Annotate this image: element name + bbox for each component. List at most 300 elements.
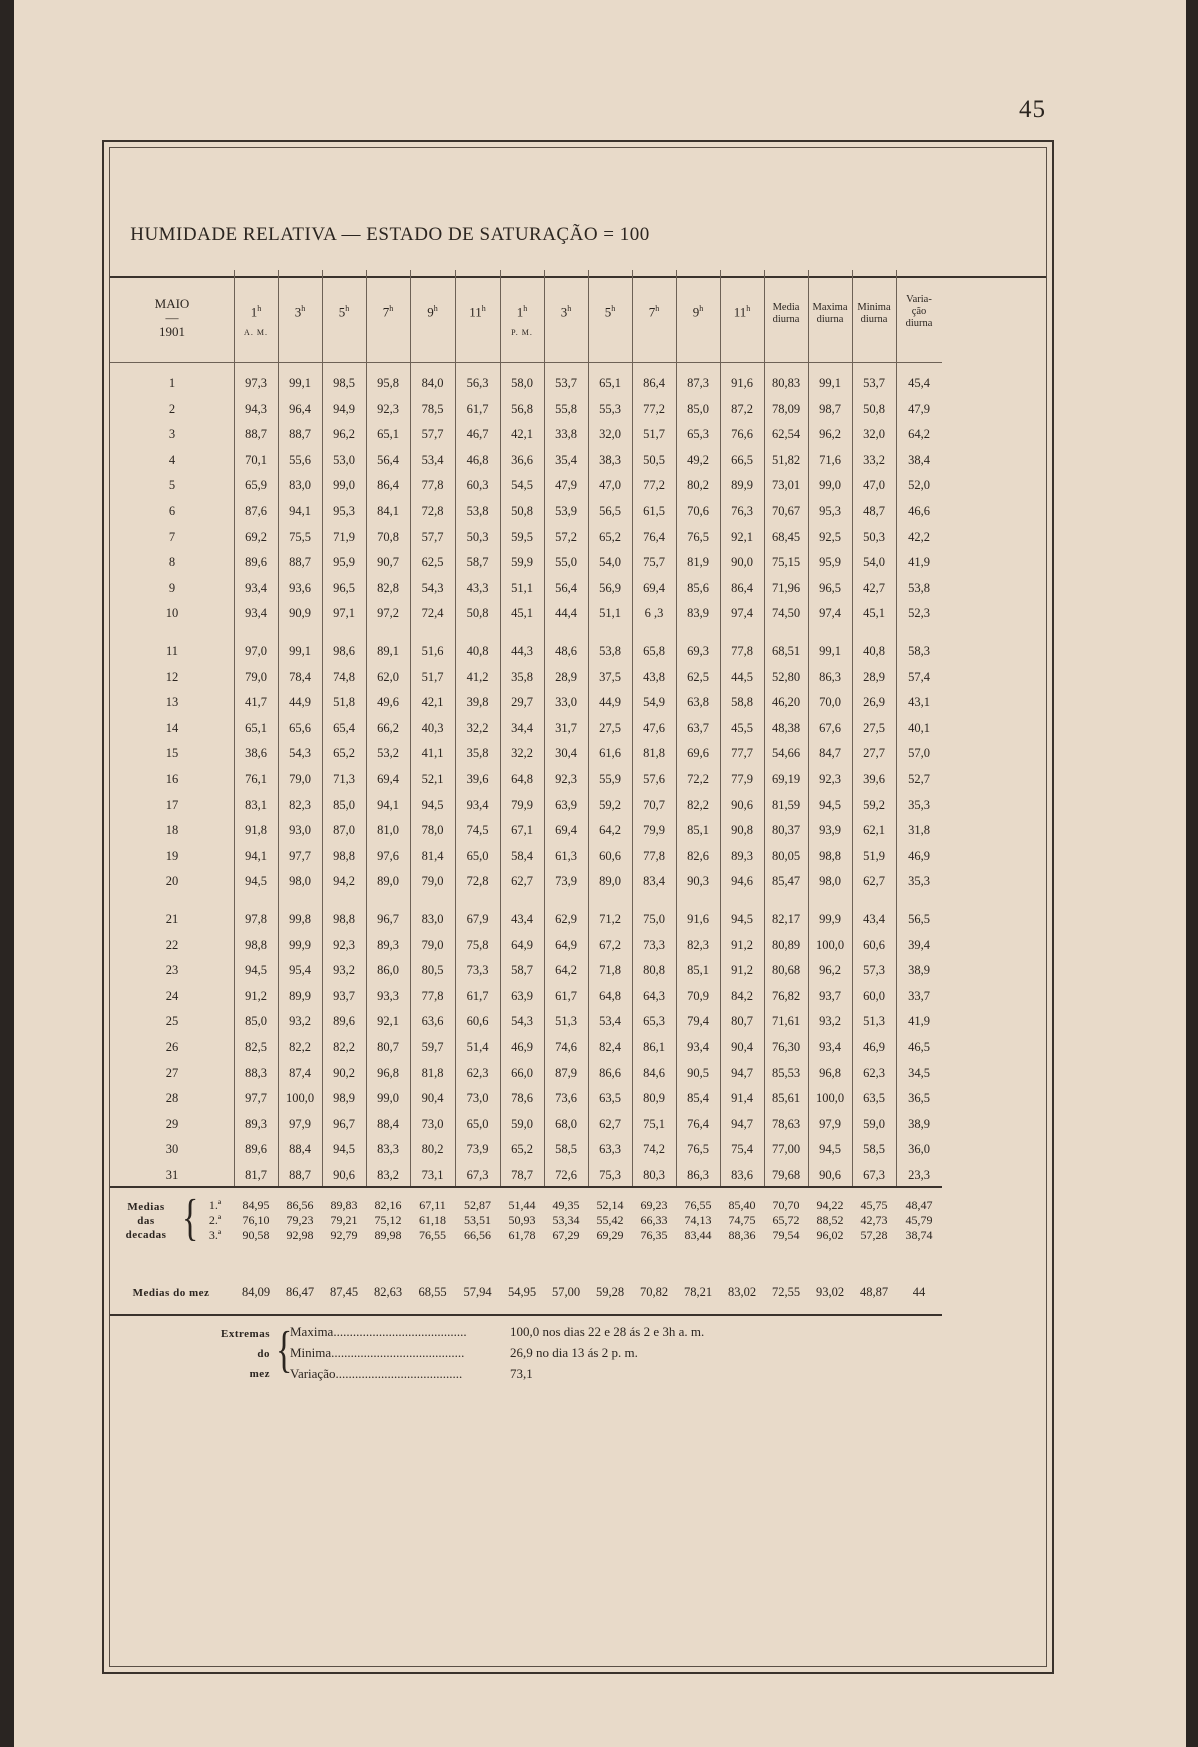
table-cell: 51,1 [511,581,533,595]
table-cell: 53,2 [377,746,399,760]
table-cell: 93,4 [245,581,267,595]
table-cell: 83,4 [643,874,665,888]
table-cell: 69,4 [555,823,577,837]
table-cell: 62,3 [863,1066,885,1080]
table-cell: 88,4 [289,1142,311,1156]
table-cell: 42,1 [421,695,444,709]
page-number: 45 [1019,96,1046,123]
table-cell: 98,0 [289,874,311,888]
maxima-header-line1: Maxima [812,302,848,313]
table-cell: 47,9 [908,402,930,416]
table-cell: 36,5 [908,1091,930,1105]
table-cell: 60,6 [466,1014,489,1028]
table-cell: 93,2 [819,1014,841,1028]
day-number: 3 [168,427,176,441]
table-cell: 69,3 [687,644,709,658]
month-mean-cell: 84,09 [241,1285,271,1299]
table-cell: 93,6 [289,581,311,595]
table-cell: 33,7 [908,989,930,1003]
table-cell: 96,8 [377,1066,399,1080]
day-number: 1 [168,376,176,390]
table-cell: 80,05 [771,849,801,863]
table-cell: 96,4 [289,402,311,416]
table-cell: 53,8 [908,581,930,595]
table-cell: 38,9 [908,963,930,977]
table-cell: 77,9 [731,772,753,786]
table-cell: 93,2 [333,963,355,977]
day-number: 5 [168,478,176,492]
table-cell: 55,9 [599,772,621,786]
hour-number: 3 [294,304,302,320]
decade-cell: 61,78 [508,1228,536,1242]
table-cell: 34,5 [908,1066,930,1080]
month-mean-cell: 59,28 [595,1285,625,1299]
table-cell: 31,8 [908,823,930,837]
table-cell: 27,5 [599,721,621,735]
table-cell: 87,6 [245,504,267,518]
table-cell: 23,3 [908,1168,930,1182]
table-cell: 64,2 [908,427,930,441]
table-cell: 93,4 [687,1040,709,1054]
table-cell: 54,3 [511,1014,533,1028]
table-cell: 78,4 [289,670,311,684]
table-cell: 80,8 [643,963,665,977]
table-cell: 45,1 [511,606,533,620]
table-cell: 89,6 [245,1142,267,1156]
table-cell: 85,61 [771,1091,801,1105]
table-cell: 65,0 [466,1117,489,1131]
day-number: 19 [165,849,179,863]
table-cell: 45,4 [908,376,930,390]
table-cell: 65,9 [245,478,267,492]
hour-suffix: h [345,304,350,313]
decade-cell: 83,44 [684,1228,712,1242]
table-cell: 94,6 [731,874,753,888]
month-mean-cell: 70,82 [639,1285,669,1299]
table-cell: 40,8 [466,644,489,658]
hour-header [588,304,632,320]
hour-header [720,304,764,320]
table-cell: 89,0 [377,874,399,888]
table-cell: 62,5 [421,555,444,569]
table-cell: 99,0 [333,478,355,492]
table-cell: 94,1 [245,849,267,863]
table-cell: 89,3 [377,938,399,952]
table-cell: 64,8 [599,989,621,1003]
table-cell: 90,8 [731,823,753,837]
table-cell: 63,8 [687,695,709,709]
table-cell: 85,47 [771,874,801,888]
table-cell: 62,3 [466,1066,489,1080]
table-cell: 90,6 [333,1168,355,1182]
hour-suffix: h [481,304,486,313]
table-cell: 99,0 [819,478,841,492]
table-cell: 95,9 [819,555,841,569]
decade-cell: 48,47 [905,1198,933,1212]
table-cell: 82,2 [333,1040,355,1054]
table-cell: 57,6 [643,772,665,786]
decades-label-1: Medias [127,1201,165,1213]
table-cell: 96,2 [819,963,841,977]
table-cell: 61,3 [555,849,577,863]
decade-cell: 82,16 [374,1198,402,1212]
table-cell: 85,0 [333,798,355,812]
table-cell: 81,7 [245,1168,267,1182]
table-cell: 46,9 [863,1040,885,1054]
table-cell: 58,8 [731,695,753,709]
decade-cell: 67,11 [419,1198,446,1212]
table-cell: 39,6 [863,772,885,786]
day-number: 13 [165,695,179,709]
decade-cell: 74,75 [728,1213,756,1227]
table-cell: 79,4 [687,1014,709,1028]
table-cell: 61,6 [599,746,621,760]
table-cell: 90,2 [333,1066,355,1080]
table-cell: 86,4 [731,581,753,595]
table-cell: 52,80 [771,670,801,684]
var-value: 73,1 [510,1366,533,1381]
table-cell: 40,3 [421,721,444,735]
header-month: MAIO [154,296,190,311]
table-cell: 88,3 [245,1066,267,1080]
table-cell: 30,4 [555,746,577,760]
table-cell: 97,3 [245,376,267,390]
hour-suffix: h [389,304,394,313]
hour-header [500,304,544,320]
table-cell: 62,1 [863,823,885,837]
table-cell: 100,0 [285,1091,315,1105]
table-cell: 64,2 [555,963,577,977]
table-cell: 36,6 [511,453,533,467]
month-mean-cell: 44 [912,1285,926,1299]
table-cell: 90,4 [421,1091,444,1105]
table-cell: 62,7 [599,1117,621,1131]
table-cell: 54,0 [863,555,885,569]
table-cell: 77,00 [771,1142,801,1156]
table-cell: 44,9 [599,695,621,709]
table-cell: 63,3 [599,1142,621,1156]
decade-cell: 88,52 [816,1213,844,1227]
table-cell: 57,0 [908,746,930,760]
table-cell: 65,2 [511,1142,533,1156]
table-cell: 68,45 [771,530,801,544]
table-cell: 71,96 [771,581,801,595]
table-cell: 99,9 [289,938,311,952]
decade-cell: 86,56 [286,1198,314,1212]
table-cell: 46,6 [908,504,930,518]
table-cell: 60,6 [863,938,885,952]
table-cell: 44,9 [289,695,311,709]
decade-cell: 66,56 [464,1228,491,1242]
hour-suffix: h [746,304,751,313]
decade-cell: 53,34 [552,1213,580,1227]
table-cell: 56,5 [599,504,621,518]
table-cell: 94,2 [333,874,355,888]
table-cell: 96,5 [333,581,355,595]
variacao-header-line3: diurna [905,318,933,329]
table-cell: 75,5 [289,530,311,544]
table-cell: 35,3 [908,798,930,812]
decade-cell: 42,73 [860,1213,888,1227]
table-cell: 85,1 [687,823,709,837]
table-cell: 60,3 [466,478,489,492]
table-cell: 72,8 [421,504,444,518]
table-cell: 99,1 [819,644,841,658]
table-cell: 94,5 [333,1142,355,1156]
hour-header [322,304,366,320]
decade-cell: 67,29 [552,1228,580,1242]
table-cell: 28,9 [555,670,577,684]
table-cell: 64,2 [599,823,621,837]
table-cell: 72,6 [555,1168,577,1182]
decade-ordinal: 3.ª [208,1228,222,1242]
table-cell: 83,0 [289,478,311,492]
table-cell: 51,3 [863,1014,885,1028]
table-cell: 62,54 [771,427,801,441]
table-cell: 96,7 [377,912,399,926]
hour-suffix: h [611,304,616,313]
table-cell: 82,4 [599,1040,621,1054]
decade-cell: 53,51 [464,1213,491,1227]
table-cell: 43,4 [863,912,885,926]
table-cell: 90,9 [289,606,311,620]
header-year: 1901 [159,324,185,339]
decade-cell: 88,36 [728,1228,756,1242]
table-cell: 58,5 [863,1142,885,1156]
day-number: 9 [168,581,176,595]
day-number: 27 [165,1066,179,1080]
table-cell: 74,2 [643,1142,665,1156]
decade-cell: 89,83 [330,1198,358,1212]
table-cell: 61,5 [643,504,665,518]
hour-suffix: h [523,304,528,313]
table-title: HUMIDADE RELATIVA — ESTADO DE SATURAÇÃO = 100 [130,224,650,245]
day-number: 17 [165,798,179,812]
decades-brace: { [182,1190,199,1246]
table-cell: 93,7 [333,989,355,1003]
table-cell: 46,9 [908,849,930,863]
table-cell: 98,8 [819,849,841,863]
table-cell: 63,5 [863,1091,885,1105]
table-cell: 72,2 [687,772,709,786]
decade-cell: 49,35 [552,1198,580,1212]
table-cell: 81,8 [421,1066,444,1080]
table-cell: 89,6 [333,1014,355,1028]
table-cell: 53,7 [863,376,885,390]
table-cell: 41,9 [908,555,930,569]
table-cell: 41,2 [466,670,489,684]
am-label: A. M. [244,328,268,337]
table-cell: 91,2 [731,938,753,952]
table-cell: 69,2 [245,530,267,544]
table-cell: 85,53 [771,1066,801,1080]
table-cell: 71,2 [599,912,621,926]
month-mean-cell: 93,02 [815,1285,845,1299]
table-cell: 63,5 [599,1091,621,1105]
table-cell: 58,7 [511,963,533,977]
table-cell: 53,7 [555,376,577,390]
table-cell: 65,1 [599,376,621,390]
decade-cell: 92,79 [330,1228,358,1242]
table-cell: 82,8 [377,581,399,595]
table-cell: 33,0 [555,695,577,709]
table-cell: 57,4 [908,670,930,684]
table-cell: 99,1 [819,376,841,390]
table-cell: 69,4 [643,581,665,595]
table-cell: 70,6 [687,504,709,518]
table-cell: 88,7 [245,427,267,441]
table-cell: 97,9 [819,1117,841,1131]
table-cell: 79,9 [511,798,533,812]
table-cell: 55,8 [555,402,577,416]
table-cell: 71,61 [771,1014,801,1028]
table-cell: 70,8 [377,530,399,544]
table-cell: 79,0 [245,670,267,684]
day-number: 24 [165,989,179,1003]
table-cell: 89,0 [599,874,621,888]
pm-label: P. M. [511,328,533,337]
table-cell: 78,6 [511,1091,533,1105]
table-cell: 6 ,3 [644,606,664,620]
table-cell: 99,0 [377,1091,399,1105]
table-cell: 93,4 [819,1040,841,1054]
table-cell: 83,2 [377,1168,399,1182]
table-cell: 68,51 [771,644,801,658]
day-number: 22 [165,938,179,952]
table-cell: 35,3 [908,874,930,888]
hour-header [278,304,322,320]
table-cell: 82,3 [687,938,709,952]
table-cell: 70,1 [245,453,267,467]
table-cell: 43,1 [908,695,930,709]
table-cell: 89,9 [289,989,311,1003]
table-cell: 92,1 [377,1014,399,1028]
table-cell: 97,7 [289,849,311,863]
table-cell: 76,4 [687,1117,709,1131]
table-cell: 73,3 [643,938,665,952]
decade-cell: 92,98 [286,1228,314,1242]
table-cell: 65,6 [289,721,311,735]
table-cell: 48,38 [771,721,801,735]
day-number: 7 [168,530,176,544]
table-cell: 52,7 [908,772,930,786]
table-cell: 41,9 [908,1014,930,1028]
table-cell: 78,5 [421,402,444,416]
table-cell: 98,7 [819,402,841,416]
table-cell: 91,2 [731,963,753,977]
table-cell: 78,63 [771,1117,801,1131]
table-cell: 56,4 [377,453,399,467]
hour-number: 9 [692,304,700,320]
table-cell: 86,1 [643,1040,665,1054]
table-cell: 94,9 [333,402,355,416]
table-cell: 52,3 [908,606,930,620]
table-cell: 94,5 [819,798,841,812]
table-cell: 60,6 [599,849,621,863]
decade-cell: 74,13 [684,1213,712,1227]
extremes-label-1: Extremas [220,1328,270,1340]
table-cell: 73,01 [771,478,801,492]
table-cell: 65,4 [333,721,355,735]
table-cell: 53,8 [599,644,621,658]
table-cell: 88,4 [377,1117,399,1131]
table-cell: 87,2 [731,402,753,416]
decade-cell: 52,87 [464,1198,491,1212]
decade-cell: 45,75 [860,1198,888,1212]
table-cell: 95,4 [289,963,311,977]
table-cell: 97,0 [245,644,267,658]
table-cell: 65,2 [333,746,355,760]
table-cell: 96,7 [333,1117,355,1131]
hour-suffix: h [433,304,438,313]
table-cell: 89,3 [245,1117,267,1131]
table-cell: 76,3 [731,504,753,518]
table-cell: 42,2 [908,530,930,544]
hour-number: 9 [427,304,434,320]
table-cell: 69,19 [771,772,801,786]
table-cell: 77,7 [731,746,753,760]
table-cell: 92,3 [819,772,841,786]
max-label: Maxima......................................... [290,1324,467,1339]
table-cell: 65,2 [599,530,621,544]
table-cell: 93,0 [289,823,311,837]
table-cell: 84,0 [421,376,444,390]
table-cell: 38,3 [599,453,621,467]
day-number: 14 [165,721,179,735]
decade-cell: 69,29 [596,1228,624,1242]
day-number: 16 [165,772,179,786]
table-cell: 43,4 [511,912,533,926]
hour-number: 1 [250,304,258,320]
table-cell: 87,3 [687,376,709,390]
hour-number: 3 [560,304,568,320]
table-cell: 98,6 [333,644,355,658]
table-cell: 65,3 [643,1014,665,1028]
month-mean-label: Medias do mez [132,1287,210,1299]
table-cell: 83,6 [731,1168,753,1182]
month-mean-cell: 86,47 [285,1285,315,1299]
decade-cell: 38,74 [905,1228,933,1242]
table-cell: 100,0 [815,938,845,952]
table-cell: 97,1 [333,606,355,620]
table-cell: 52,0 [908,478,930,492]
decade-cell: 79,54 [772,1228,800,1242]
variacao-header-line2: ção [911,306,927,317]
table-cell: 91,8 [245,823,267,837]
table-cell: 58,4 [511,849,533,863]
table-cell: 64,9 [555,938,577,952]
table-cell: 93,9 [819,823,841,837]
table-cell: 54,5 [511,478,533,492]
table-frame [102,140,1054,1674]
table-cell: 80,9 [643,1091,665,1105]
table-cell: 90,0 [731,555,753,569]
month-mean-cell: 83,02 [727,1285,757,1299]
table-cell: 95,3 [819,504,841,518]
table-cell: 40,8 [863,644,885,658]
table-cell: 33,2 [863,453,885,467]
table-cell: 50,3 [466,530,489,544]
table-cell: 77,2 [643,402,665,416]
table-cell: 86,3 [819,670,841,684]
table-cell: 80,83 [771,376,801,390]
table-cell: 75,0 [643,912,665,926]
table-cell: 79,0 [289,772,311,786]
table-cell: 59,5 [511,530,533,544]
header-dash: — [165,310,179,325]
table-cell: 61,7 [466,989,489,1003]
table-cell: 43,8 [643,670,665,684]
